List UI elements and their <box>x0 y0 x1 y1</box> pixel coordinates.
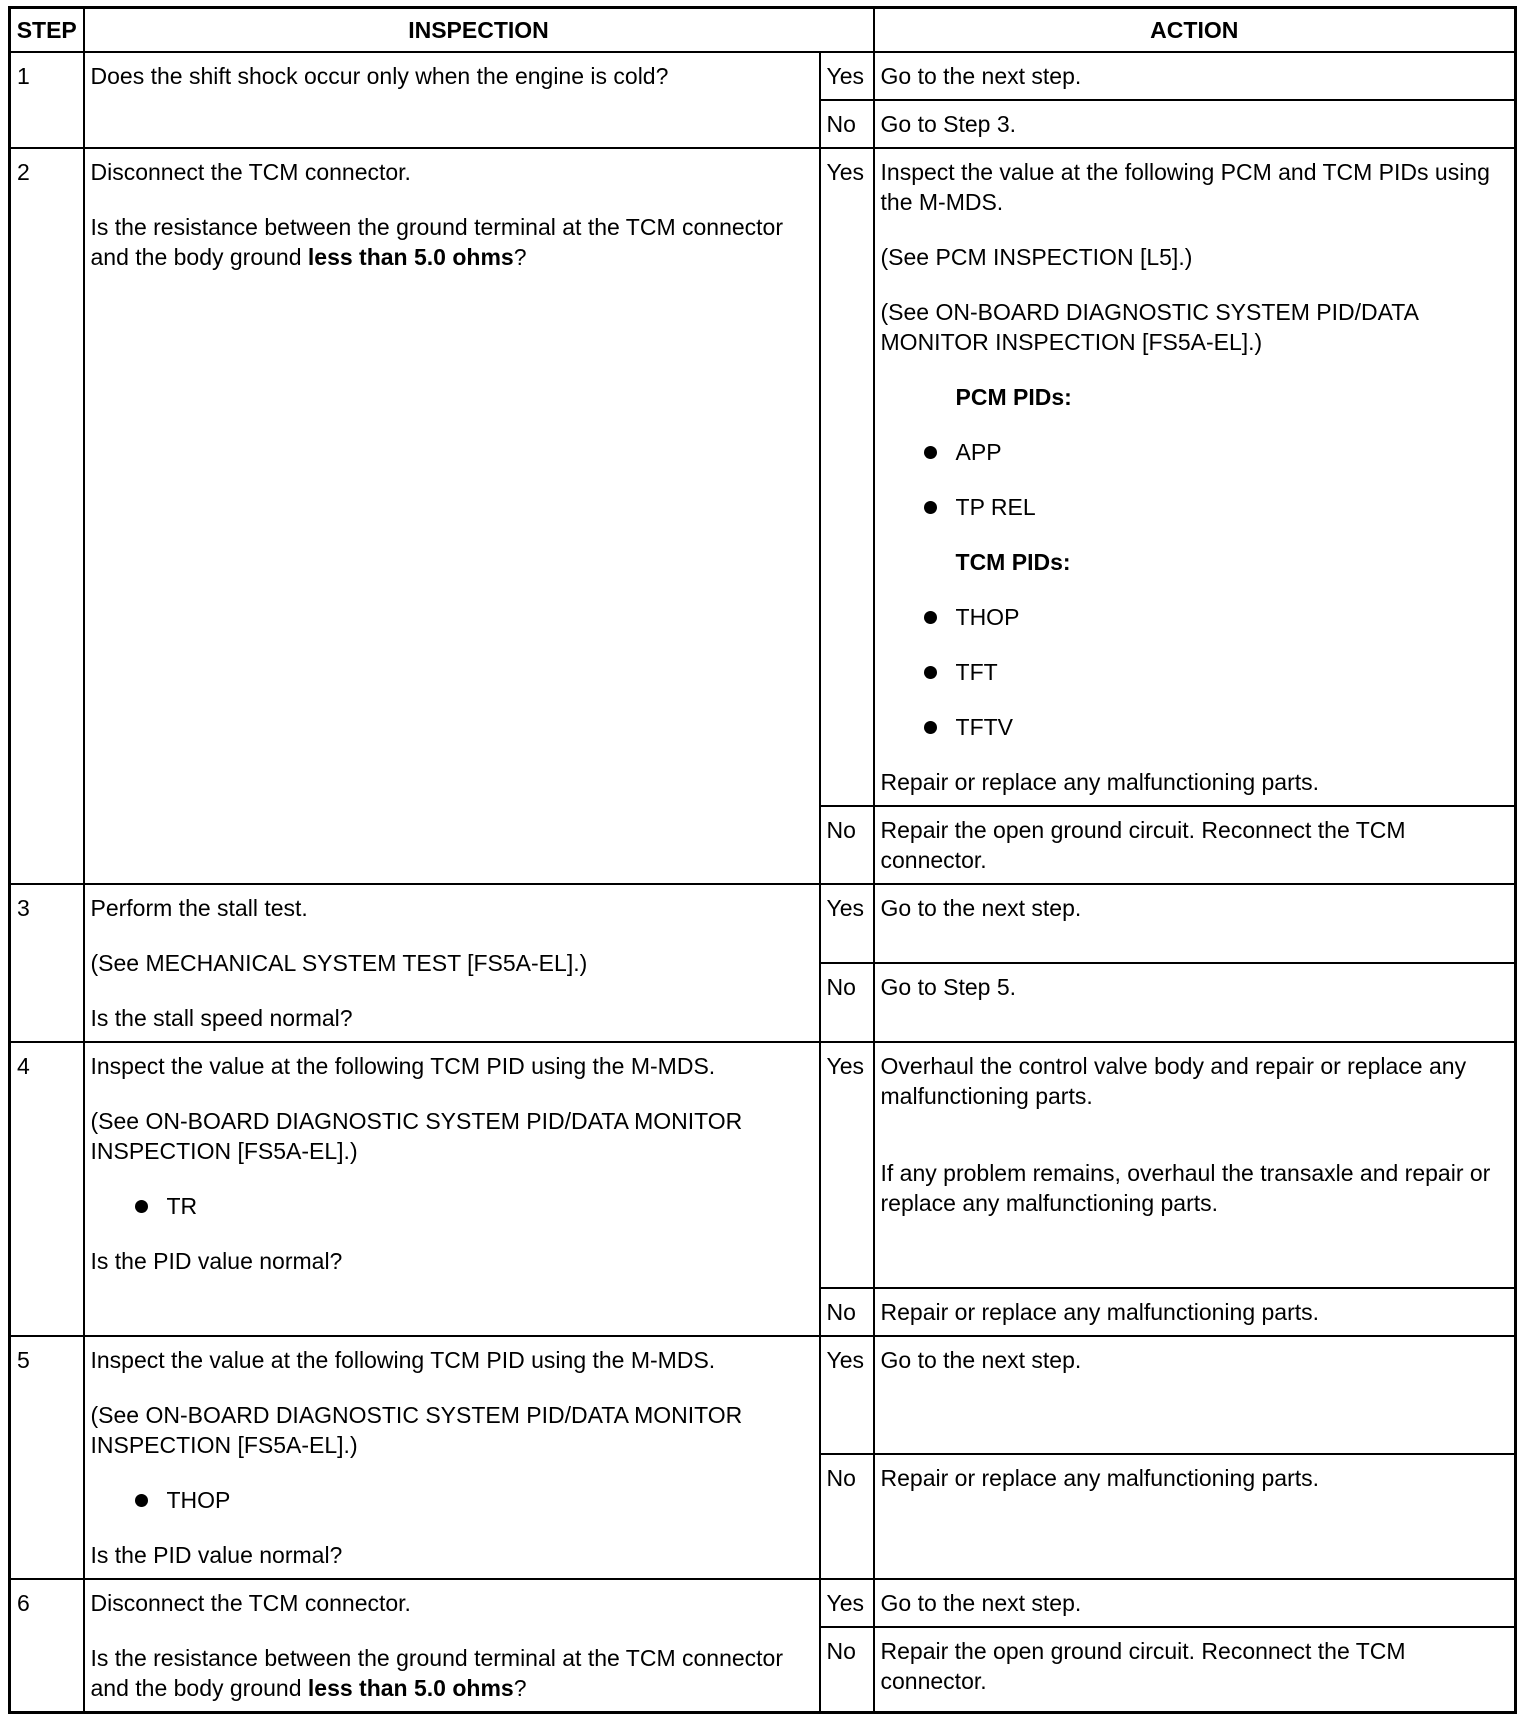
no-label: No <box>820 1454 874 1579</box>
step-inspection <box>84 1336 820 1579</box>
inspection-text: Inspect the value at the following TCM PID using the M-MDS. <box>90 1053 716 1079</box>
bullet-icon <box>924 501 937 514</box>
yes-action: Go to the next step. <box>874 884 1516 963</box>
step-1-yes-row <box>10 52 1516 100</box>
step-inspection <box>84 148 820 884</box>
step-3-yes-row <box>10 884 1516 963</box>
no-action: Repair or replace any malfunctioning parts. <box>874 1454 1516 1579</box>
no-action: Repair the open ground circuit. Reconnect the TCM connector. <box>874 806 1516 884</box>
inspection-question <box>91 1643 813 1703</box>
bullet-icon <box>924 721 937 734</box>
yes-label: Yes <box>820 52 874 100</box>
header-inspection: INSPECTION <box>84 8 874 53</box>
step-5-yes-row <box>10 1336 1516 1454</box>
action-text: Repair or replace any malfunctioning parts. <box>880 769 1320 795</box>
bullet-icon <box>135 1494 148 1507</box>
pcm-pids-heading: PCM PIDs: <box>955 384 1072 410</box>
step-4-yes-row <box>10 1042 1516 1288</box>
step-number: 3 <box>10 884 84 1042</box>
question-threshold: less than 5.0 ohms <box>307 244 514 270</box>
no-label: No <box>820 1627 874 1713</box>
step-inspection <box>84 52 820 148</box>
inspection-reference: (See ON-BOARD DIAGNOSTIC SYSTEM PID/DATA MONITOR INSPECTION [FS5A-EL].) <box>90 1108 743 1164</box>
inspection-question: Is the PID value normal? <box>90 1248 343 1274</box>
inspection-question <box>91 212 813 272</box>
step-number: 5 <box>10 1336 84 1579</box>
pid-item <box>881 437 1509 467</box>
step-number: 1 <box>10 52 84 148</box>
step-inspection <box>84 1042 820 1336</box>
pid-item <box>881 602 1509 632</box>
inspection-text: Inspect the value at the following TCM PID using the M-MDS. <box>90 1347 716 1373</box>
question-mark: ? <box>513 244 527 270</box>
yes-label: Yes <box>820 1042 874 1288</box>
bullet-icon <box>135 1200 148 1213</box>
inspection-question: Is the PID value normal? <box>90 1542 343 1568</box>
pid-label: THOP <box>955 604 1020 630</box>
yes-action <box>874 1042 1516 1288</box>
yes-action: Go to the next step. <box>874 1336 1516 1454</box>
step-number: 4 <box>10 1042 84 1336</box>
inspection-reference: (See MECHANICAL SYSTEM TEST [FS5A-EL].) <box>90 950 588 976</box>
question-text: Is the resistance between the ground terminal at the TCM connector and the body ground <box>90 1645 784 1701</box>
no-action: Go to Step 3. <box>874 100 1516 148</box>
question-threshold: less than 5.0 ohms <box>307 1675 514 1701</box>
inspection-reference: (See ON-BOARD DIAGNOSTIC SYSTEM PID/DATA MONITOR INSPECTION [FS5A-EL].) <box>90 1402 743 1458</box>
diagnostic-table <box>8 6 1517 1714</box>
step-number: 6 <box>10 1579 84 1713</box>
action-reference: (See ON-BOARD DIAGNOSTIC SYSTEM PID/DATA MONITOR INSPECTION [FS5A-EL].) <box>880 299 1418 355</box>
step-6-yes-row <box>10 1579 1516 1627</box>
action-text: Inspect the value at the following PCM and TCM PIDs using the M-MDS. <box>880 159 1490 215</box>
bullet-icon <box>924 446 937 459</box>
action-reference: (See PCM INSPECTION [L5].) <box>880 244 1193 270</box>
pid-item <box>881 492 1509 522</box>
diagnostic-procedure <box>8 6 1517 1714</box>
yes-action <box>874 148 1516 806</box>
pid-label: TP REL <box>955 494 1036 520</box>
question-mark: ? <box>513 1675 527 1701</box>
inspection-text: Disconnect the TCM connector. <box>90 159 411 185</box>
no-action: Repair the open ground circuit. Reconnect the TCM connector. <box>874 1627 1516 1713</box>
pid-item <box>881 712 1509 742</box>
yes-label: Yes <box>820 884 874 963</box>
pid-item <box>91 1191 813 1221</box>
step-2-yes-row <box>10 148 1516 806</box>
yes-label: Yes <box>820 1579 874 1627</box>
inspection-text: Does the shift shock occur only when the engine is cold? <box>90 63 669 89</box>
question-text: Is the resistance between the ground terminal at the TCM connector and the body ground <box>90 214 784 270</box>
yes-label: Yes <box>820 148 874 806</box>
step-number: 2 <box>10 148 84 884</box>
header-action: ACTION <box>874 8 1516 53</box>
no-action: Repair or replace any malfunctioning parts. <box>874 1288 1516 1336</box>
no-label: No <box>820 806 874 884</box>
action-text: If any problem remains, overhaul the transaxle and repair or replace any malfunctioning parts. <box>880 1160 1491 1216</box>
pid-item <box>91 1485 813 1515</box>
header-step: STEP <box>10 8 84 53</box>
pid-label: TFTV <box>955 714 1014 740</box>
step-inspection <box>84 884 820 1042</box>
no-label: No <box>820 100 874 148</box>
inspection-question: Is the stall speed normal? <box>90 1005 353 1031</box>
step-inspection <box>84 1579 820 1713</box>
tcm-pids-heading: TCM PIDs: <box>955 549 1071 575</box>
pid-label: TR <box>166 1193 198 1219</box>
yes-label: Yes <box>820 1336 874 1454</box>
pid-label: THOP <box>166 1487 231 1513</box>
no-label: No <box>820 1288 874 1336</box>
no-action: Go to Step 5. <box>874 963 1516 1042</box>
yes-action: Go to the next step. <box>874 52 1516 100</box>
pid-item <box>881 657 1509 687</box>
bullet-icon <box>924 611 937 624</box>
inspection-text: Perform the stall test. <box>90 895 308 921</box>
header-row <box>10 8 1516 53</box>
inspection-text: Disconnect the TCM connector. <box>90 1590 411 1616</box>
bullet-icon <box>924 666 937 679</box>
no-label: No <box>820 963 874 1042</box>
pid-label: TFT <box>955 659 998 685</box>
action-text: Overhaul the control valve body and repair or replace any malfunctioning parts. <box>880 1053 1467 1109</box>
pid-label: APP <box>955 439 1002 465</box>
yes-action: Go to the next step. <box>874 1579 1516 1627</box>
